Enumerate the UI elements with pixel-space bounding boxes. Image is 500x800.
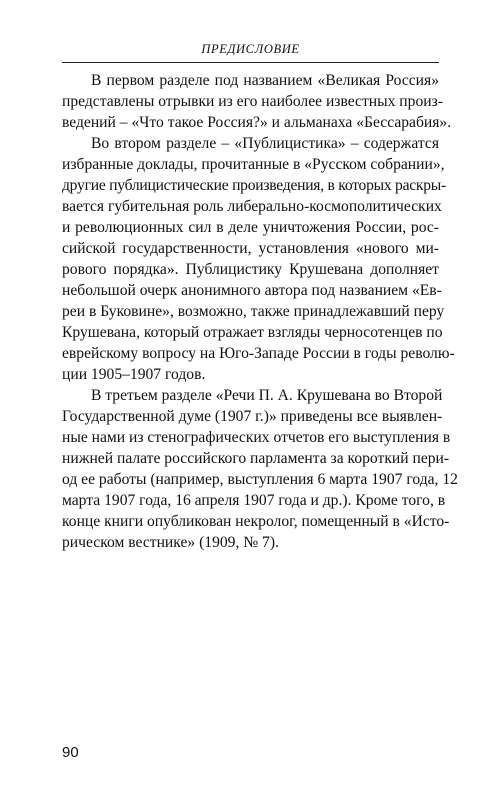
text-line: ции 1905–1907 годов.: [62, 366, 206, 383]
body-text: [62, 70, 458, 553]
running-header: ПРЕДИСЛОВИЕ: [201, 42, 300, 56]
text-line: представлены отрывки из его наиболее известных произ-: [62, 93, 443, 110]
text-line: еврейскому вопросу на Юго-Западе России в годы револю-: [62, 345, 455, 362]
header-rule: [62, 62, 439, 63]
text-line: Крушевана, который отражает взгляды черносотенцев по: [62, 324, 443, 341]
text-line: небольшой очерк анонимного автора под названием «Ев-: [62, 282, 442, 299]
text-line: рическом вестнике» (1909, № 7).: [62, 534, 279, 551]
text-line: од ее работы (например, выступления 6 марта 1907 года, 12: [62, 471, 458, 488]
text-line: рового порядка». Публицистику Крушевана дополняет: [62, 261, 439, 278]
text-line: и революционных сил в деле уничтожения России, рос-: [62, 219, 439, 236]
text-line: марта 1907 года, 16 апреля 1907 года и др.). Кроме того, в: [62, 492, 446, 509]
paragraph-3: [62, 385, 458, 553]
text-line: ведений – «Что такое Россия?» и альманаха «Бессарабия».: [62, 114, 452, 131]
text-line: конце книги опубликован некролог, помещенный в «Исто-: [62, 513, 450, 530]
text-line: избранные доклады, прочитанные в «Русском собрании»,: [62, 156, 445, 173]
text-line: ные нами из стенографических отчетов его выступления в: [62, 429, 451, 446]
text-line: сийской государственности, установления «нового ми-: [62, 240, 439, 257]
page-number: 90: [62, 744, 79, 761]
paragraph-2: [62, 133, 455, 385]
text-line: реи в Буковине», возможно, также принадлежавший перу: [62, 303, 445, 320]
text-line: вается губительная роль либерально-космополитических: [62, 198, 442, 215]
text-line: Государственной думе (1907 г.)» приведены все выявлен-: [62, 408, 443, 425]
text-line: нижней палате российского парламента за короткий пери-: [62, 450, 450, 467]
text-line: В третьем разделе «Речи П. А. Крушевана во Второй: [91, 387, 443, 404]
text-line: В первом разделе под названием «Великая Россия»: [91, 72, 439, 89]
text-line: Во втором разделе – «Публицистика» – содержатся: [91, 135, 439, 152]
paragraph-1: [62, 70, 452, 133]
text-line: другие публицистические произведения, в которых раскры-: [62, 177, 446, 194]
